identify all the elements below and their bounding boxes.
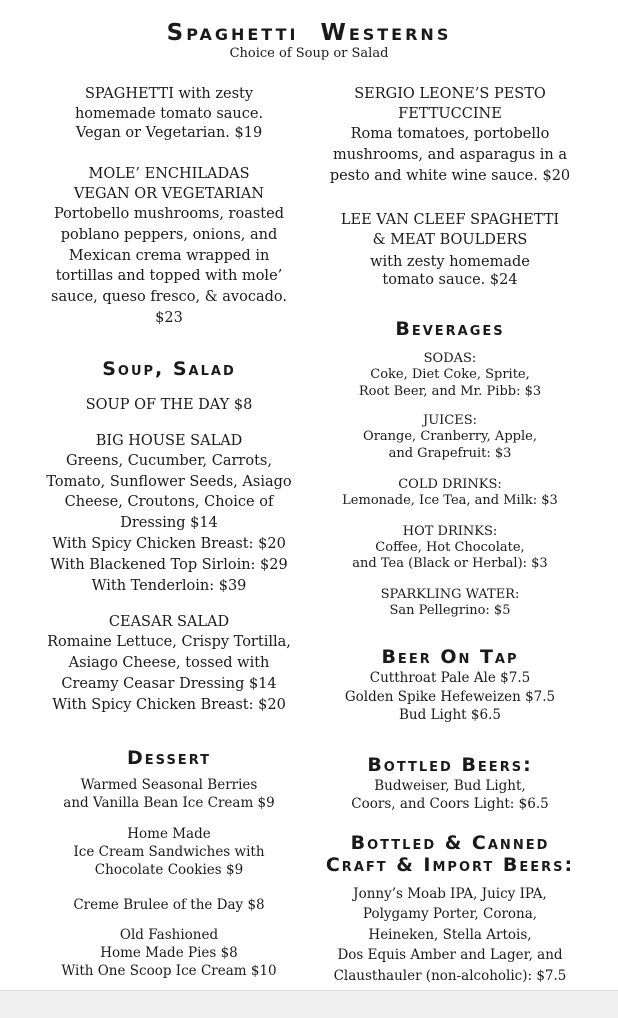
juices-desc: Orange, Cranberry, Apple, and Grapefruit: $3 xyxy=(363,429,537,461)
dessert-pies: Old Fashioned Home Made Pies $8 With One Scoop Ice Cream $10 xyxy=(61,926,277,979)
juices-name: JUICES: xyxy=(422,413,478,429)
beer-on-tap-list xyxy=(318,669,582,725)
entree-meat-boulders-name: LEE VAN CLEEF SPAGHETTI & MEAT BOULDERS xyxy=(340,212,560,249)
bottled-beers-section xyxy=(318,753,582,814)
dessert-section xyxy=(38,746,300,980)
beverage-sodas xyxy=(318,351,582,400)
tap-cutthroat: Cutthroat Pale Ale $7.5 xyxy=(369,670,531,687)
bottled-beers-desc: Budweiser, Bud Light, Coors, and Coors Light: $6.5 xyxy=(351,777,549,813)
entree-spaghetti xyxy=(38,84,300,142)
ceasar-salad-desc: Romaine Lettuce, Crispy Tortilla, Asiago Cheese, tossed with Creamy Ceasar Dressing $14 With Spicy Chicken Breast: $20 xyxy=(47,634,291,713)
dessert-creme-brulee: Creme Brulee of the Day $8 xyxy=(73,896,265,913)
ceasar-salad xyxy=(38,612,300,715)
sodas-desc: Coke, Diet Coke, Sprite, Root Beer, and Mr. Pibb: $3 xyxy=(358,367,542,399)
page-bottom-edge xyxy=(0,990,618,1018)
cold-drinks-name: COLD DRINKS: xyxy=(398,477,502,493)
soup-salad-heading: Soup, Salad xyxy=(102,357,236,380)
beer-on-tap-section xyxy=(318,645,582,725)
soup-salad-section xyxy=(38,357,300,716)
tap-golden-spike: Golden Spike Hefeweizen $7.5 xyxy=(344,688,556,705)
tap-bud-light: Bud Light $6.5 xyxy=(399,707,501,724)
sodas-name: SODAS: xyxy=(423,351,477,367)
beverage-cold-drinks xyxy=(318,477,582,510)
hot-drinks-name: HOT DRINKS: xyxy=(402,523,498,539)
beverage-hot-drinks xyxy=(318,524,582,573)
entree-pesto-desc: Roma tomatoes, portobello mushrooms, and asparagus in a pesto and white wine sauce. $20 xyxy=(329,126,571,184)
entree-meat-boulders xyxy=(318,210,582,289)
cold-drinks-desc: Lemonade, Ice Tea, and Milk: $3 xyxy=(342,493,558,509)
beverage-list xyxy=(318,351,582,619)
entree-pesto-fettuccine xyxy=(318,84,582,186)
craft-beers-desc: Jonny’s Moab IPA, Juicy IPA, Polygamy Porter, Corona, Heineken, Stella Artois, Dos Equis Amber and Lager, and Clausthauler (non-alcoholic): $7.5 xyxy=(333,885,567,984)
dessert-items xyxy=(38,776,300,980)
craft-beers-section xyxy=(318,832,582,987)
entree-spaghetti-name: SPAGHETTI with zesty homemade tomato sauce. xyxy=(74,86,264,122)
entree-mole-desc: Portobello mushrooms, roasted poblano peppers, onions, and Mexican crema wrapped in tortillas and topped with mole’ sauce, queso fresco, & avocado. $23 xyxy=(51,206,287,326)
big-house-salad xyxy=(38,431,300,597)
ceasar-salad-name: CEASAR SALAD xyxy=(108,614,230,631)
beverage-sparkling-water xyxy=(318,587,582,620)
soup-of-the-day xyxy=(38,395,300,415)
entree-mole-name: MOLE’ ENCHILADAS VEGAN OR VEGETARIAN xyxy=(73,166,265,202)
menu-subtitle: Choice of Soup or Salad xyxy=(229,46,389,61)
dessert-ice-cream-sandwiches: Home Made Ice Cream Sandwiches with Chocolate Cookies $9 xyxy=(73,825,265,878)
entree-spaghetti-desc: Vegan or Vegetarian. $19 xyxy=(75,125,263,141)
beverages-section xyxy=(318,317,582,619)
dessert-heading: Dessert xyxy=(127,746,211,769)
bottled-beers-heading: Bottled Beers: xyxy=(367,753,533,776)
sparkling-water-desc: San Pellegrino: $5 xyxy=(389,602,511,618)
sparkling-water-name: SPARKLING WATER: xyxy=(380,586,520,602)
entree-mole-enchiladas xyxy=(38,164,300,329)
entree-meat-boulders-desc: with zesty homemade tomato sauce. $24 xyxy=(370,254,530,289)
big-house-salad-name: BIG HOUSE SALAD xyxy=(95,432,243,449)
entree-pesto-name: SERGIO LEONE’S PESTO FETTUCCINE xyxy=(354,86,546,122)
craft-beers-heading: Bottled & Canned Craft & Import Beers: xyxy=(325,831,575,876)
big-house-salad-desc: Greens, Cucumber, Carrots, Tomato, Sunflower Seeds, Asiago Cheese, Croutons, Choice of Dressing $14 With Spicy Chicken Breast: $20 With Blackened Top Sirloin: $29 With Tenderloin: $39 xyxy=(46,452,292,594)
menu-title: Spaghetti Westerns xyxy=(166,20,452,46)
beverage-juices xyxy=(318,413,582,462)
left-column xyxy=(38,84,300,980)
dessert-berries: Warmed Seasonal Berries and Vanilla Bean Ice Cream $9 xyxy=(63,776,275,811)
beverages-heading: Beverages xyxy=(395,318,505,341)
hot-drinks-desc: Coffee, Hot Chocolate, and Tea (Black or Herbal): $3 xyxy=(352,539,548,572)
beer-on-tap-heading: Beer On Tap xyxy=(381,646,519,669)
soup-name: SOUP OF THE DAY $8 xyxy=(85,396,253,413)
right-column xyxy=(318,84,582,986)
